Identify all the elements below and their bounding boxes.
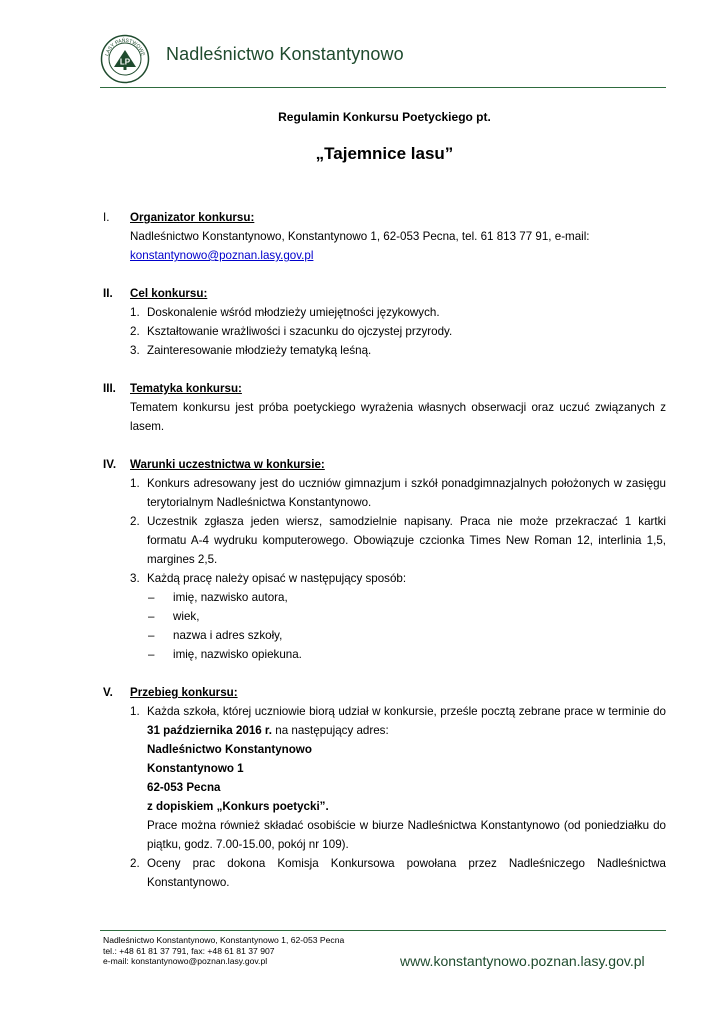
section-conditions xyxy=(103,455,666,664)
list-item: 3. Każdą pracę należy opisać w następujący sposób: – imię, nazwisko autora, – wiek, – nazwa i adres szkoły, – imię, nazwisko opiekuna. xyxy=(130,569,666,664)
procedure-list xyxy=(130,702,666,892)
list-item: 3. Zainteresowanie młodzieży tematyką leśną. xyxy=(130,344,372,357)
footer-address: Nadleśnictwo Konstantynowo, Konstantynowo 1, 62-053 Pecna xyxy=(103,935,345,945)
document-title: Regulamin Konkursu Poetyckiego pt. xyxy=(278,110,491,124)
section-title: Warunki uczestnictwa w konkursie: xyxy=(130,458,325,471)
footer-divider xyxy=(100,930,666,931)
section-number: I. xyxy=(103,211,110,224)
footer-phone: tel.: +48 61 81 37 791, fax: +48 61 81 37 907 xyxy=(103,945,275,956)
section-theme xyxy=(103,379,666,436)
footer-email: e-mail: konstantynowo@poznan.lasy.gov.pl xyxy=(103,956,268,966)
in-person-note: Prace można również składać osobiście w biurze Nadleśnictwa Konstantynowo (od poniedziałku do piątku, godz. 7.00-15.00, pokój nr 109). xyxy=(147,819,666,851)
organization-name: Nadleśnictwo Konstantynowo xyxy=(166,44,404,64)
section-title: Organizator konkursu: xyxy=(130,211,255,224)
deadline-date: 31 października 2016 r. xyxy=(147,724,273,737)
page-header xyxy=(100,34,666,90)
section-goal xyxy=(103,284,666,360)
document-subtitle: „Tajemnice lasu” xyxy=(315,144,454,163)
lasy-panstwowe-logo-icon xyxy=(100,34,150,84)
section-title: Przebieg konkursu: xyxy=(130,686,238,699)
dash-list-item: – imię, nazwisko autora, xyxy=(148,591,288,604)
list-item: 1. Każda szkoła, której uczniowie biorą udział w konkursie, prześle pocztą zebrane prace w terminie do 31 października 2016 r. na następujący adres: Nadleśnictwo Konstantynowo Konstantynowo 1 62-053 Pecna z dopiskiem „Konkurs poetycki”. Prace można również składać osobiście w biurze Nadleśnictwa Konstantynowo (od poniedziałku do piątku, godz. 7.00-15.00, pokój nr 109). xyxy=(130,702,666,854)
address-line: z dopiskiem „Konkurs poetycki”. xyxy=(147,800,329,813)
theme-text: Tematem konkursu jest próba poetyckiego wyrażenia własnych obserwacji oraz uczuć związanych z lasem. xyxy=(130,401,666,433)
organizer-email-link[interactable]: konstantynowo@poznan.lasy.gov.pl xyxy=(130,249,314,262)
list-item: 1. Doskonalenie wśród młodzieży umiejętności językowych. xyxy=(130,306,440,319)
dash-list-item: – nazwa i adres szkoły, xyxy=(148,629,283,642)
svg-text:LP: LP xyxy=(119,57,131,67)
conditions-list xyxy=(130,474,666,664)
document-body xyxy=(103,108,666,892)
section-title: Tematyka konkursu: xyxy=(130,382,242,395)
section-number: IV. xyxy=(103,458,117,471)
list-item: 2. Oceny prac dokona Komisja Konkursowa powołana przez Nadleśniczego Nadleśnictwa Konstantynowo. xyxy=(130,857,666,889)
section-number: V. xyxy=(103,686,113,699)
address-line: Konstantynowo 1 xyxy=(147,762,244,775)
dash-list-item: – wiek, xyxy=(148,610,200,623)
list-item: 1. Konkurs adresowany jest do uczniów gimnazjum i szkół ponadgimnazjalnych położonych w zasięgu terytorialnym Nadleśnictwa Konstantynowo. xyxy=(130,477,666,509)
organizer-info xyxy=(130,227,666,265)
section-title: Cel konkursu: xyxy=(130,287,208,300)
section-procedure xyxy=(103,683,666,892)
header-divider xyxy=(100,87,666,88)
section-number: II. xyxy=(103,287,113,300)
footer-website-link[interactable]: www.konstantynowo.poznan.lasy.gov.pl xyxy=(400,953,645,969)
address-line: Nadleśnictwo Konstantynowo xyxy=(147,743,312,756)
svg-text:LASY PAŃSTWOWE: LASY PAŃSTWOWE xyxy=(104,37,146,57)
list-item: 2. Uczestnik zgłasza jeden wiersz, samodzielnie napisany. Praca nie może przekraczać 1 kartki formatu A-4 wydruku komputerowego. Obowiązuje czcionka Times New Roman 12, interlinia 1,5, margines 2,5. xyxy=(130,515,666,566)
dash-list-item: – imię, nazwisko opiekuna. xyxy=(148,648,302,661)
goal-list xyxy=(130,303,666,360)
address-line: 62-053 Pecna xyxy=(147,781,221,794)
section-number: III. xyxy=(103,382,116,395)
footer-contact xyxy=(103,935,344,967)
section-organizer xyxy=(103,208,666,265)
organizer-text: Nadleśnictwo Konstantynowo, Konstantynowo 1, 62-053 Pecna, tel. 61 813 77 91, e-mail: xyxy=(130,230,590,243)
list-item: 2. Kształtowanie wrażliwości i szacunku do ojczystej przyrody. xyxy=(130,325,453,338)
